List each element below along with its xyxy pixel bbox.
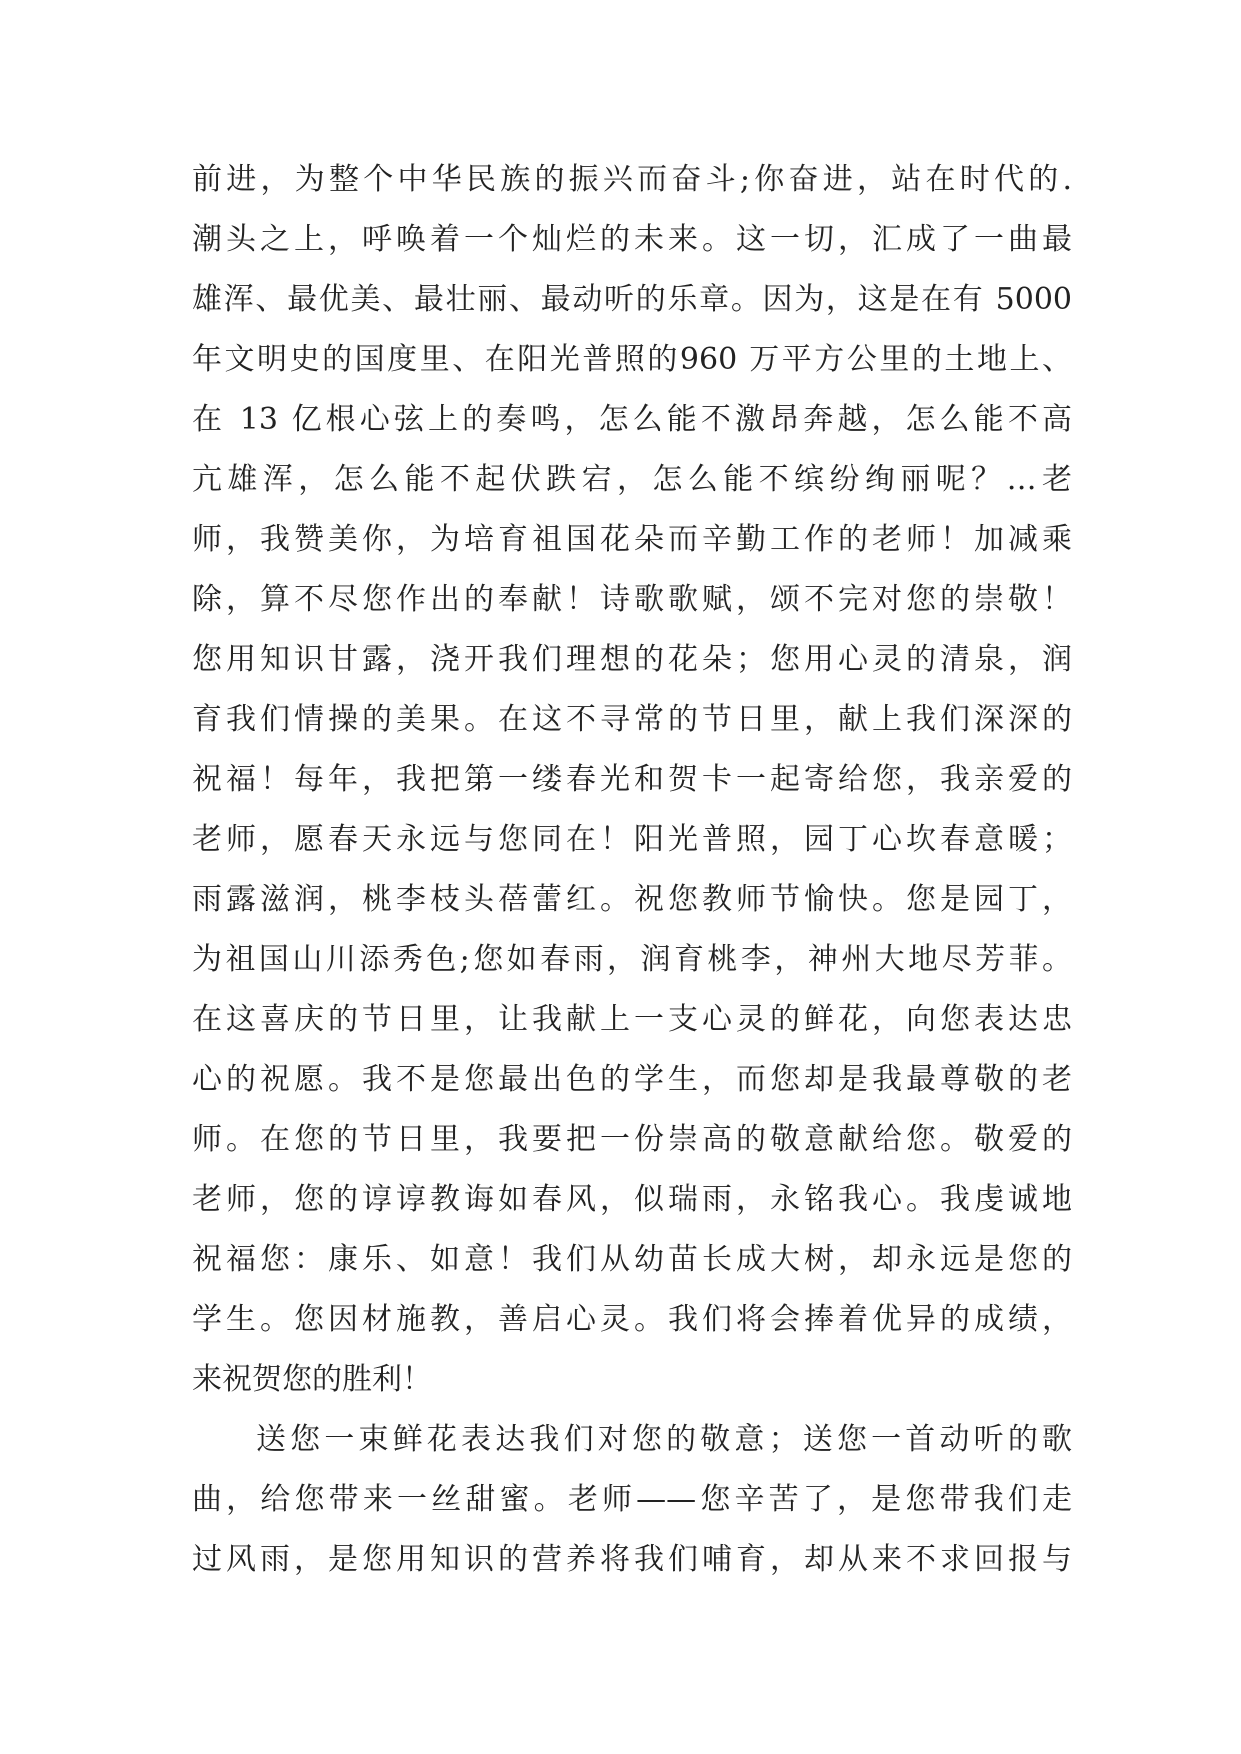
text-line: 前进，为整个中华民族的振兴而奋斗;你奋进，站在时代的. [192,162,1072,197]
text-line: 雨露滋润，桃李枝头蓓蕾红。祝您教师节愉快。您是园丁， [192,882,1072,917]
text-line: 潮头之上，呼唤着一个灿烂的未来。这一切，汇成了一曲最 [192,222,1072,257]
text-line: 雄浑、最优美、最壮丽、最动听的乐章。因为，这是在有 5000 [192,282,1072,317]
text-line: 老师，您的谆谆教诲如春风，似瑞雨，永铭我心。我虔诚地 [192,1182,1072,1217]
text-line: 老师，愿春天永远与您同在！阳光普照，园丁心坎春意暖； [192,822,1072,857]
text-line: 除，算不尽您作出的奉献！诗歌歌赋，颂不完对您的崇敬！ [192,582,1072,617]
body-text [192,150,1072,1590]
text-line: 为祖国山川添秀色;您如春雨，润育桃李，神州大地尽芳菲。 [192,942,1072,977]
text-line: 亢雄浑，怎么能不起伏跌宕，怎么能不缤纷绚丽呢？…老 [192,462,1072,497]
text-line: 年文明史的国度里、在阳光普照的960 万平方公里的土地上、 [192,342,1072,377]
text-line: 曲，给您带来一丝甜蜜。老师——您辛苦了，是您带我们走 [192,1482,1072,1517]
text-line: 来祝贺您的胜利！ [192,1362,432,1397]
paragraph-first-line: 送您一束鲜花表达我们对您的敬意；送您一首动听的歌 [256,1422,1072,1457]
text-line: 在这喜庆的节日里，让我献上一支心灵的鲜花，向您表达忠 [192,1002,1072,1037]
text-line: 在 13 亿根心弦上的奏鸣，怎么能不激昂奔越，怎么能不高 [192,402,1072,437]
text-line: 过风雨，是您用知识的营养将我们哺育，却从来不求回报与 [192,1542,1072,1577]
text-line: 师，我赞美你，为培育祖国花朵而辛勤工作的老师！加减乘 [192,522,1072,557]
text-line: 心的祝愿。我不是您最出色的学生，而您却是我最尊敬的老 [192,1062,1072,1097]
text-line: 育我们情操的美果。在这不寻常的节日里，献上我们深深的 [192,702,1072,737]
text-line: 学生。您因材施教，善启心灵。我们将会捧着优异的成绩， [192,1302,1072,1337]
text-line: 祝福您：康乐、如意！我们从幼苗长成大树，却永远是您的 [192,1242,1072,1277]
text-line: 师。在您的节日里，我要把一份崇高的敬意献给您。敬爱的 [192,1122,1072,1157]
text-line: 祝福！每年，我把第一缕春光和贺卡一起寄给您，我亲爱的 [192,762,1072,797]
text-line: 您用知识甘露，浇开我们理想的花朵；您用心灵的清泉，润 [192,642,1072,677]
